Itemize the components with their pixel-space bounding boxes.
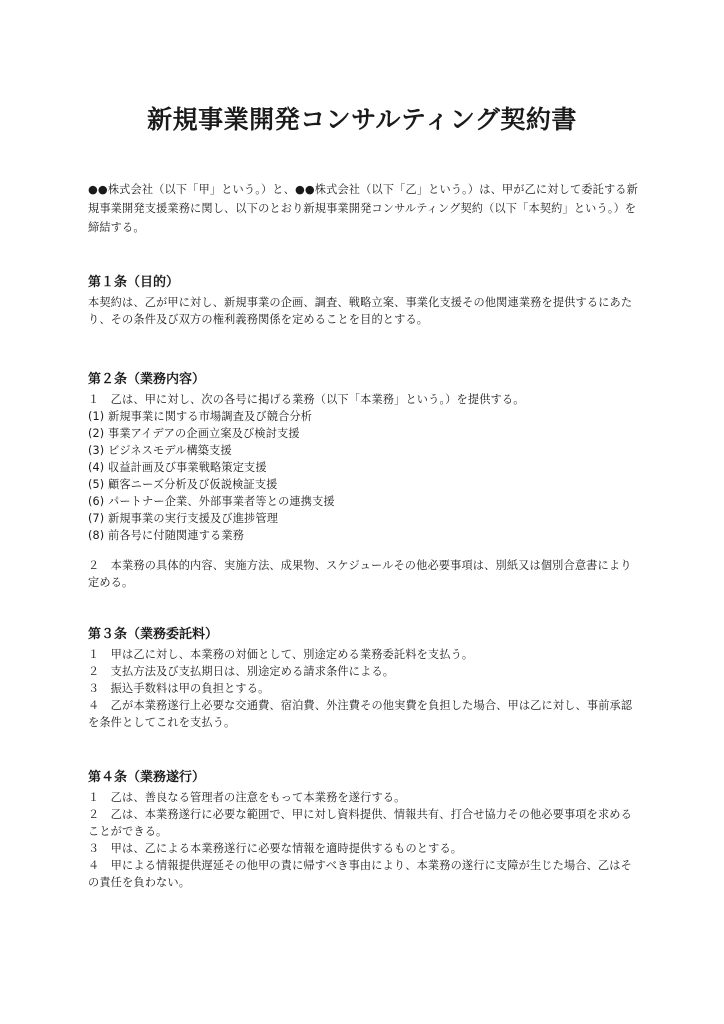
list-item: (3) ビジネスモデル構築支援 <box>88 444 232 457</box>
list-item: (2) 事業アイデアの企画立案及び検討支援 <box>88 427 300 440</box>
article-paragraph: ４ 乙が本業務遂行上必要な交通費、宿泊費、外注費その他実費を負担した場合、甲は乙に対し、事前承認を条件としてこれを支払う。 <box>88 699 633 729</box>
article-heading: 第１条（目的） <box>88 275 180 290</box>
article-4 <box>88 768 640 891</box>
article-3 <box>88 625 640 731</box>
paragraph-spacer <box>88 544 640 557</box>
article-paragraph: １ 乙は、善良なる管理者の注意をもって本業務を遂行する。 <box>88 791 406 804</box>
list-item: (5) 顧客ニーズ分析及び仮説検証支援 <box>88 478 278 491</box>
list-item: (4) 収益計画及び事業戦略策定支援 <box>88 461 267 474</box>
article-paragraph: ２ 本業務の具体的内容、実施方法、成果物、スケジュールその他必要事項は、別紙又は個別合意書により定める。 <box>88 559 632 589</box>
article-1 <box>88 273 640 328</box>
article-heading: 第４条（業務遂行） <box>88 770 206 785</box>
list-item: (6) パートナー企業、外部事業者等との連携支援 <box>88 495 335 508</box>
article-paragraph: ２ 支払方法及び支払期日は、別途定める請求条件による。 <box>88 665 395 678</box>
article-heading: 第２条（業務内容） <box>88 372 206 387</box>
list-item: (8) 前各号に付随関連する業務 <box>88 529 245 542</box>
list-item: (7) 新規事業の実行支援及び進捗管理 <box>88 512 279 525</box>
article-heading: 第３条（業務委託料） <box>88 627 219 642</box>
article-paragraph: ２ 乙は、本業務遂行に必要な範囲で、甲に対し資料提供、情報共有、打合せ協力その他必要事項を求めることができる。 <box>88 808 632 838</box>
list-item: (1) 新規事業に関する市場調査及び競合分析 <box>88 410 313 423</box>
article-paragraph: １ 甲は乙に対し、本業務の対価として、別途定める業務委託料を支払う。 <box>88 648 474 661</box>
article-paragraph: ４ 甲による情報提供遅延その他甲の責に帰すべき事由により、本業務の遂行に支障が生じた場合、乙はその責任を負わない。 <box>88 859 632 889</box>
article-2 <box>88 370 640 591</box>
article-paragraph: ３ 甲は、乙による本業務遂行に必要な情報を適時提供するものとする。 <box>88 842 463 855</box>
document-title: 新規事業開発コンサルティング契約書 <box>147 105 577 134</box>
article-text: 本契約は、乙が甲に対し、新規事業の企画、調査、戦略立案、事業化支援その他関連業務を提供するにあたり、その条件及び双方の権利義務関係を定めることを目的とする。 <box>88 296 633 326</box>
preamble: ●●株式会社（以下「甲」という。）と、●●株式会社（以下「乙」という。）は、甲が乙に対して委託する新規事業開発支援業務に関し、以下のとおり新規事業開発コンサルティング契約（以下「本契約」という。）を締結する。 <box>88 183 638 234</box>
article-paragraph: １ 乙は、甲に対し、次の各号に掲げる業務（以下「本業務」という。）を提供する。 <box>88 393 525 406</box>
article-paragraph: ３ 振込手数料は甲の負担とする。 <box>88 682 270 695</box>
